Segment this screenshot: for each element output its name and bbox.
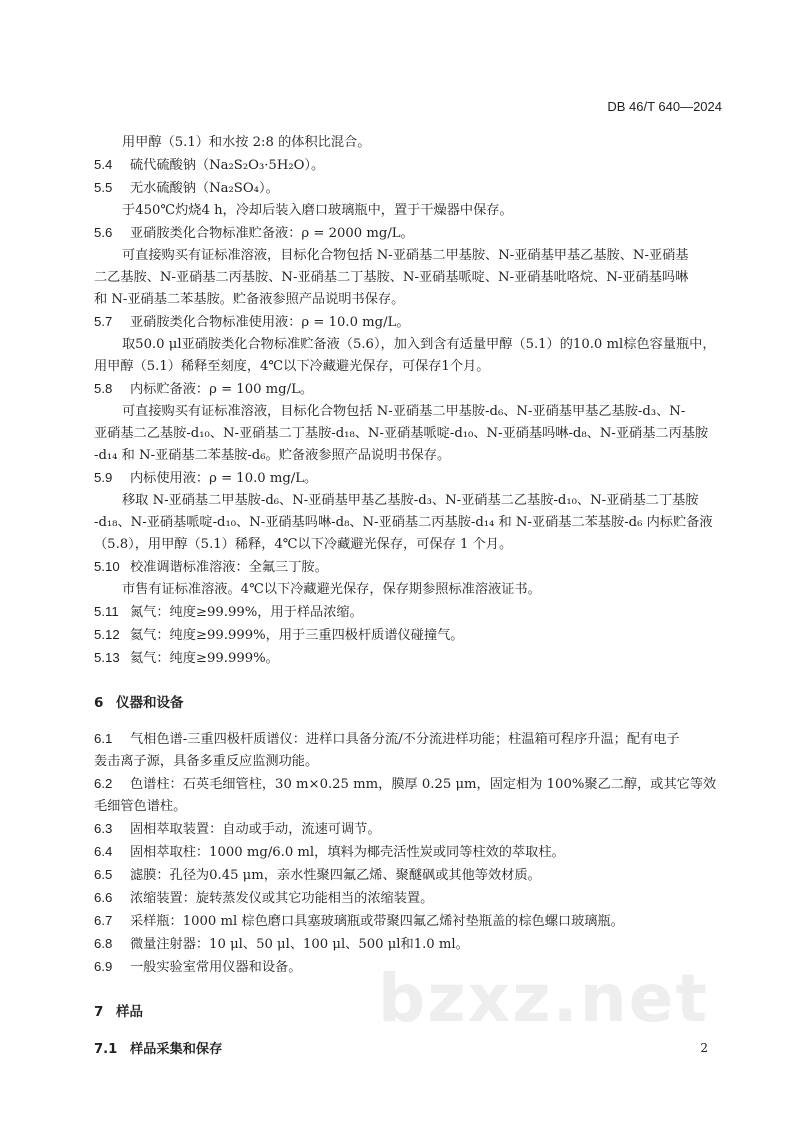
text-line xyxy=(94,490,726,512)
section-6-items xyxy=(94,728,726,979)
clause-number: 6.1 xyxy=(94,731,113,746)
clause-number: 5.10 xyxy=(94,559,120,574)
text-line xyxy=(94,378,726,401)
text-line xyxy=(94,512,726,534)
clause-text: 滤膜：孔径为0.45 μm，亲水性聚四氟乙烯、聚醚砜或其他等效材质。 xyxy=(130,868,541,883)
clause-number: 6.3 xyxy=(94,821,113,836)
clause-number: 5.7 xyxy=(94,314,113,329)
clause-number: 6.7 xyxy=(94,913,113,928)
text-line xyxy=(94,200,726,222)
section-number: 6 xyxy=(94,695,104,711)
clause-text: 氦气：纯度≥99.999%。 xyxy=(130,651,279,666)
section-title: 仪器和设备 xyxy=(116,695,184,711)
clause-number: 6.2 xyxy=(94,776,113,791)
clause-text: 可直接购买有证标准溶液，目标化合物包括 N-亚硝基二甲基胺-d₆、N-亚硝基甲基乙基胺-d₃、N- xyxy=(122,404,686,419)
text-line xyxy=(94,467,726,490)
clause-number: 6.8 xyxy=(94,936,113,951)
clause-number: 5.12 xyxy=(94,627,120,642)
text-line xyxy=(94,841,726,864)
clause-number: 5.5 xyxy=(94,180,113,195)
text-line xyxy=(94,267,726,289)
clause-text: 固相萃取柱：1000 mg/6.0 ml，填料为椰壳活性炭或同等柱效的萃取柱。 xyxy=(130,845,565,860)
clause-text: 亚硝胺类化合物标准使用液：ρ = 10.0 mg/L。 xyxy=(130,315,410,330)
document-body xyxy=(94,132,726,1061)
clause-text: 一般实验室常用仪器和设备。 xyxy=(130,960,302,975)
clause-text: 和 N-亚硝基二苯基胺。贮备液参照产品说明书保存。 xyxy=(94,292,405,307)
clause-text: 移取 N-亚硝基二甲基胺-d₆、N-亚硝基甲基乙基胺-d₃、N-亚硝基二乙基胺-d₁₀、N-亚硝基二丁基胺 xyxy=(122,493,699,508)
text-line xyxy=(94,289,726,311)
text-line xyxy=(94,773,726,796)
text-line xyxy=(94,751,726,773)
text-line xyxy=(94,334,726,356)
clause-number: 5.6 xyxy=(94,225,113,240)
clause-text: 无水硫酸钠（Na₂SO₄）。 xyxy=(130,181,279,196)
clause-number: 6.4 xyxy=(94,844,113,859)
text-line xyxy=(94,796,726,818)
text-line xyxy=(94,177,726,200)
clause-text: 微量注射器：10 μl、50 μl、100 μl、500 μl和1.0 ml。 xyxy=(130,937,469,952)
section-6-heading xyxy=(94,692,726,714)
text-line xyxy=(94,222,726,245)
clause-text: 采样瓶：1000 ml 棕色磨口具塞玻璃瓶或带聚四氟乙烯衬垫瓶盖的棕色螺口玻璃瓶。 xyxy=(130,914,624,929)
text-line xyxy=(94,624,726,647)
text-line xyxy=(94,154,726,177)
text-line xyxy=(94,423,726,445)
text-line xyxy=(94,933,726,956)
text-line xyxy=(94,245,726,267)
standard-code-header: DB 46/T 640—2024 xyxy=(607,99,722,114)
clause-number: 6.6 xyxy=(94,890,113,905)
text-line xyxy=(94,601,726,624)
text-line xyxy=(94,864,726,887)
clause-text: 亚硝胺类化合物标准贮备液：ρ = 2000 mg/L。 xyxy=(130,226,414,241)
section-title: 样品 xyxy=(116,1004,143,1020)
clause-number: 5.11 xyxy=(94,604,119,619)
clause-text: 可直接购买有证标准溶液，目标化合物包括 N-亚硝基二甲基胺、N-亚硝基甲基乙基胺、N-亚硝基 xyxy=(122,248,689,263)
section-5-items xyxy=(94,132,726,670)
clause-text: 用甲醇（5.1）和水按 2:8 的体积比混合。 xyxy=(122,135,371,150)
clause-text: 硫代硫酸钠（Na₂S₂O₃·5H₂O）。 xyxy=(130,158,325,173)
subsection-title: 样品采集和保存 xyxy=(130,1042,223,1057)
text-line xyxy=(94,728,726,751)
clause-text: 内标贮备液：ρ = 100 mg/L。 xyxy=(130,382,314,397)
watermark-logo: bzxz.net xyxy=(378,960,710,1037)
clause-number: 5.9 xyxy=(94,470,113,485)
clause-text: 轰击离子源，具备多重反应监测功能。 xyxy=(94,754,319,769)
clause-text: 二乙基胺、N-亚硝基二丙基胺、N-亚硝基二丁基胺、N-亚硝基哌啶、N-亚硝基吡咯烷、N-亚硝基吗啉 xyxy=(94,270,689,285)
clause-text: 浓缩装置：旋转蒸发仪或其它功能相当的浓缩装置。 xyxy=(130,891,434,906)
text-line xyxy=(94,401,726,423)
clause-number: 6.5 xyxy=(94,867,113,882)
subsection-number: 7.1 xyxy=(94,1042,118,1057)
clause-text: （5.8），用甲醇（5.1）稀释，4℃以下冷藏避光保存，可保存 1 个月。 xyxy=(94,537,513,552)
page-number: 2 xyxy=(700,1041,708,1055)
clause-text: -d₁₄ 和 N-亚硝基二苯基胺-d₆。贮备液参照产品说明书保存。 xyxy=(94,448,451,463)
text-line xyxy=(94,556,726,579)
text-line xyxy=(94,579,726,601)
text-line xyxy=(94,910,726,933)
clause-text: 取50.0 μl亚硝胺类化合物标准贮备液（5.6），加入到含有适量甲醇（5.1）的10.0 ml棕色容量瓶中， xyxy=(122,337,716,352)
text-line xyxy=(94,818,726,841)
subsection-7-1-heading xyxy=(94,1039,726,1061)
clause-number: 5.4 xyxy=(94,157,113,172)
clause-text: -d₁₈、N-亚硝基哌啶-d₁₀、N-亚硝基吗啉-d₈、N-亚硝基二丙基胺-d₁₄ 和 N-亚硝基二苯基胺-d₆ 内标贮备液 xyxy=(94,515,713,530)
clause-text: 市售有证标准溶液。4℃以下冷藏避光保存，保存期参照标准溶液证书。 xyxy=(122,582,541,597)
clause-text: 于450℃灼烧4 h，冷却后装入磨口玻璃瓶中，置于干燥器中保存。 xyxy=(122,203,513,218)
clause-text: 色谱柱：石英毛细管柱，30 m×0.25 mm，膜厚 0.25 μm，固定相为 100%聚乙二醇，或其它等效 xyxy=(130,777,717,792)
clause-text: 固相萃取装置：自动或手动，流速可调节。 xyxy=(130,822,381,837)
clause-text: 校准调谐标准溶液：全氟三丁胺。 xyxy=(130,560,328,575)
clause-text: 亚硝基二乙基胺-d₁₀、N-亚硝基二丁基胺-d₁₈、N-亚硝基哌啶-d₁₀、N-亚硝基吗啉-d₈、N-亚硝基二丙基胺 xyxy=(94,426,709,441)
text-line xyxy=(94,534,726,556)
text-line xyxy=(94,132,726,154)
clause-text: 氦气：纯度≥99.999%，用于三重四极杆质谱仪碰撞气。 xyxy=(130,628,464,643)
text-line xyxy=(94,356,726,378)
clause-text: 用甲醇（5.1）稀释至刻度，4℃以下冷藏避光保存，可保存1个月。 xyxy=(94,359,490,374)
text-line xyxy=(94,887,726,910)
clause-number: 6.9 xyxy=(94,959,113,974)
text-line xyxy=(94,647,726,670)
clause-number: 5.8 xyxy=(94,381,113,396)
text-line xyxy=(94,311,726,334)
clause-text: 氮气：纯度≥99.99%，用于样品浓缩。 xyxy=(130,605,363,620)
clause-number: 5.13 xyxy=(94,650,120,665)
text-line xyxy=(94,445,726,467)
section-number: 7 xyxy=(94,1004,104,1020)
clause-text: 毛细管色谱柱。 xyxy=(94,799,187,814)
clause-text: 内标使用液：ρ = 10.0 mg/L。 xyxy=(130,471,318,486)
clause-text: 气相色谱-三重四极杆质谱仪：进样口具备分流/不分流进样功能；柱温箱可程序升温；配有电子 xyxy=(130,732,680,747)
